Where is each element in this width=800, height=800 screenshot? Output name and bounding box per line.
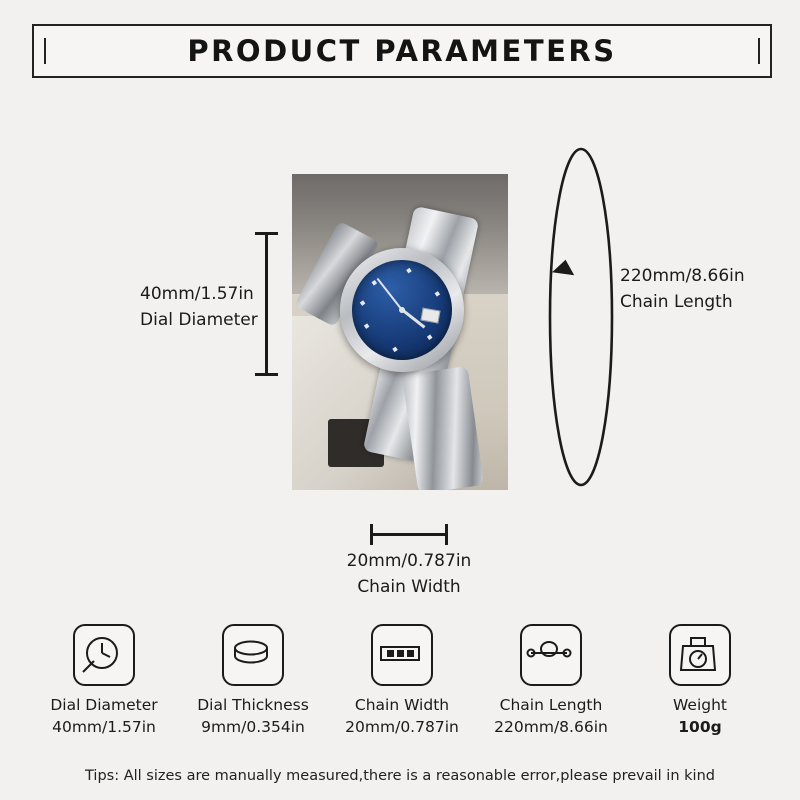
photo-dial-marker xyxy=(364,323,370,329)
chain-length-icon xyxy=(520,624,582,686)
photo-dial-marker xyxy=(360,300,366,306)
dial-diameter-ruler-line xyxy=(265,232,268,376)
spec-item-dial-thickness xyxy=(183,624,323,739)
photo-dial-marker xyxy=(406,268,412,274)
chain-length-annotation xyxy=(620,264,745,315)
chain-width-value: 20mm/0.787in xyxy=(346,551,472,571)
photo-dial-marker xyxy=(427,334,433,340)
spec-item-weight xyxy=(630,624,770,739)
dial-diameter-icon xyxy=(73,624,135,686)
photo-date-window xyxy=(420,308,440,324)
spec-value: 100g xyxy=(678,718,722,737)
photo-dial-marker xyxy=(435,291,441,297)
spec-value: 9mm/0.354in xyxy=(201,718,305,737)
chain-width-label: Chain Width xyxy=(357,576,461,597)
dial-diameter-ruler-cap-bottom xyxy=(255,373,278,376)
chain-length-loop-arrow xyxy=(543,142,619,492)
photo-minute-hand xyxy=(377,278,403,311)
photo-dial-marker xyxy=(392,347,398,353)
chain-width-ruler-cap-left xyxy=(370,524,373,545)
chain-width-icon xyxy=(371,624,433,686)
page-title-banner xyxy=(32,24,772,78)
spec-label: Chain Length xyxy=(499,696,603,714)
spec-item-dial-diameter xyxy=(34,624,174,739)
chain-width-ruler-line xyxy=(370,533,448,536)
page-title: PRODUCT PARAMETERS xyxy=(187,34,617,68)
spec-label: Dial Diameter xyxy=(50,696,158,714)
product-photo xyxy=(292,174,508,490)
spec-label: Weight xyxy=(672,696,727,714)
spec-icon-row xyxy=(34,624,770,739)
photo-dial-marker xyxy=(372,280,378,286)
chain-length-label: Chain Length xyxy=(620,291,733,312)
dial-diameter-annotation xyxy=(140,282,258,333)
dial-diameter-value: 40mm/1.57in xyxy=(140,284,254,304)
spec-value: 20mm/0.787in xyxy=(345,718,459,737)
photo-watch-dial xyxy=(344,252,460,368)
chain-width-ruler-cap-right xyxy=(445,524,448,545)
spec-item-chain-width xyxy=(332,624,472,739)
chain-width-annotation xyxy=(334,549,484,600)
spec-value: 40mm/1.57in xyxy=(52,718,156,737)
spec-item-chain-length xyxy=(481,624,621,739)
spec-label: Chain Width xyxy=(354,696,450,714)
spec-label: Dial Thickness xyxy=(197,696,309,714)
spec-value: 220mm/8.66in xyxy=(494,718,608,737)
weight-scale-icon xyxy=(669,624,731,686)
chain-length-value: 220mm/8.66in xyxy=(620,266,745,286)
dial-thickness-icon xyxy=(222,624,284,686)
tips-text: Tips: All sizes are manually measured,there is a reasonable error,please prevail in kind xyxy=(85,768,715,784)
dial-diameter-ruler-cap-top xyxy=(255,232,278,235)
dial-diameter-label: Dial Diameter xyxy=(140,309,258,330)
